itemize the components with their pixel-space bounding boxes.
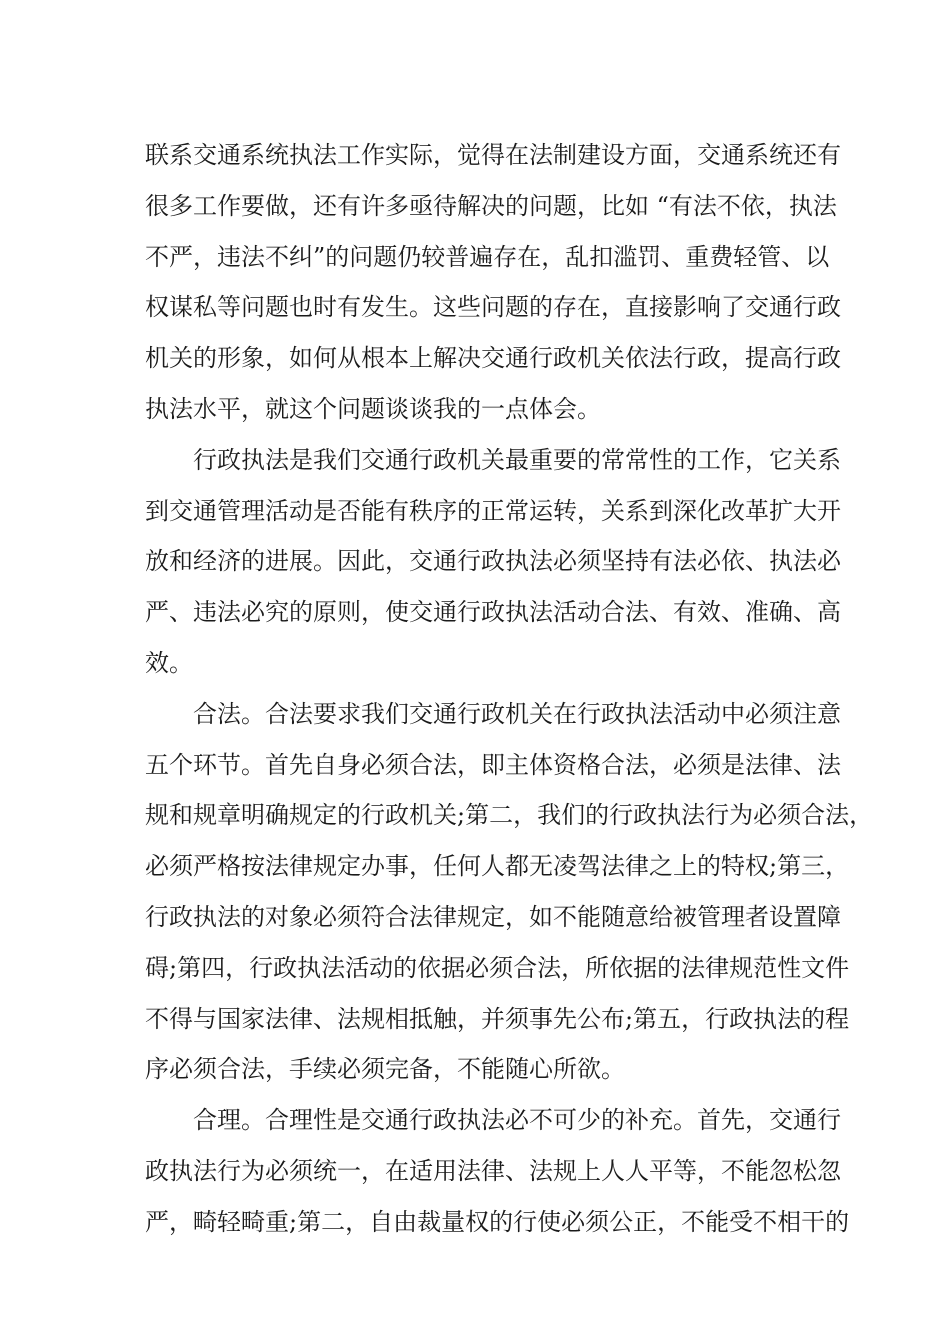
paragraph-3-line-2: 五个环节。首先自身必须合法，即主体资格合法，必须是法律、法 bbox=[145, 750, 841, 779]
paragraph-1-line-4: 权谋私等问题也时有发生。这些问题的存在，直接影响了交通行政 bbox=[145, 293, 841, 322]
paragraph-4-line-2: 政执法行为必须统一，在适用法律、法规上人人平等，不能忽松忽 bbox=[145, 1156, 841, 1185]
paragraph-2-line-2: 到交通管理活动是否能有秩序的正常运转，关系到深化改革扩大开 bbox=[145, 496, 841, 525]
paragraph-3-line-7: 不得与国家法律、法规相抵触，并须事先公布;第五，行政执法的程 bbox=[145, 1004, 850, 1033]
paragraph-2-line-5: 效。 bbox=[145, 648, 193, 677]
paragraph-3-line-1: 合法。合法要求我们交通行政机关在行政执法活动中必须注意 bbox=[193, 699, 841, 728]
paragraph-3-line-5: 行政执法的对象必须符合法律规定，如不能随意给被管理者设置障 bbox=[145, 902, 841, 931]
paragraph-2-line-1: 行政执法是我们交通行政机关最重要的常常性的工作，它关系 bbox=[193, 445, 841, 474]
paragraph-3-line-6: 碍;第四，行政执法活动的依据必须合法，所依据的法律规范性文件 bbox=[145, 953, 850, 982]
paragraph-1-line-1: 联系交通系统执法工作实际，觉得在法制建设方面，交通系统还有 bbox=[145, 141, 841, 169]
paragraph-2-line-4: 严、违法必究的原则，使交通行政执法活动合法、有效、准确、高 bbox=[145, 598, 841, 627]
paragraph-4-line-1: 合理。合理性是交通行政执法必不可少的补充。首先，交通行 bbox=[193, 1106, 841, 1135]
paragraph-3-line-8: 序必须合法，手续必须完备，不能随心所欲。 bbox=[145, 1055, 625, 1084]
paragraph-1-line-2: 很多工作要做，还有许多亟待解决的问题，比如 “有法不依，执法 bbox=[145, 191, 837, 220]
paragraph-3-line-3: 规和规章明确规定的行政机关;第二，我们的行政执法行为必须合法， bbox=[145, 801, 874, 830]
paragraph-1-line-5: 机关的形象，如何从根本上解决交通行政机关依法行政，提高行政 bbox=[145, 344, 841, 373]
paragraph-2-line-3: 放和经济的进展。因此，交通行政执法必须坚持有法必依、执法必 bbox=[145, 547, 841, 576]
paragraph-3-line-4: 必须严格按法律规定办事，任何人都无凌驾法律之上的特权;第三， bbox=[145, 852, 850, 881]
document-body bbox=[145, 130, 874, 1248]
paragraph-4-line-3: 严，畸轻畸重;第二，自由裁量权的行使必须公正，不能受不相干的 bbox=[145, 1207, 850, 1236]
paragraph-1-line-3: 不严，违法不纠”的问题仍较普遍存在，乱扣滥罚、重费轻管、以 bbox=[145, 242, 830, 271]
paragraph-1-line-6: 执法水平，就这个问题谈谈我的一点体会。 bbox=[145, 394, 601, 423]
